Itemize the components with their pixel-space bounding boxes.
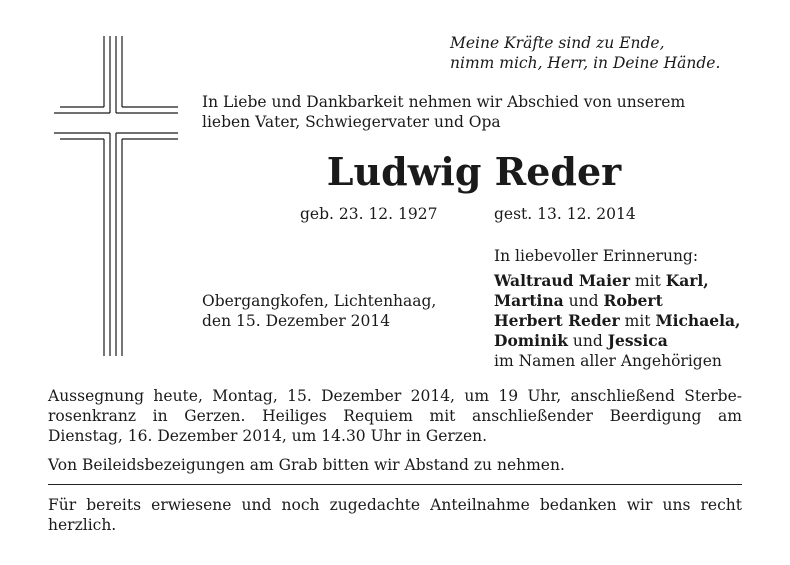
deceased-name: Ludwig Reder bbox=[326, 149, 622, 194]
thanks-line-2: herzlich. bbox=[48, 516, 117, 534]
family-line-2 bbox=[494, 291, 740, 311]
family-joiner: und bbox=[563, 292, 604, 310]
family-name: Robert bbox=[603, 291, 663, 310]
birth-date: geb. 23. 12. 1927 bbox=[300, 205, 438, 223]
place-line-1: Obergangkofen, Lichtenhaag, bbox=[202, 292, 437, 310]
verse bbox=[450, 33, 720, 73]
place-date bbox=[202, 291, 436, 331]
family-closing: im Namen aller Angehörigen bbox=[494, 352, 722, 370]
family-list bbox=[494, 271, 740, 371]
thanks-text bbox=[48, 495, 742, 535]
family-line-3 bbox=[494, 311, 740, 331]
verse-line-1: Meine Kräfte sind zu Ende, bbox=[450, 34, 665, 52]
family-line-1 bbox=[494, 271, 740, 291]
divider bbox=[48, 484, 742, 485]
family-name: Jessica bbox=[607, 331, 668, 350]
family-joiner: mit bbox=[619, 312, 656, 330]
family-name: Waltraud Maier bbox=[494, 271, 630, 290]
death-date: gest. 13. 12. 2014 bbox=[494, 205, 636, 223]
intro-line-1: In Liebe und Dankbarkeit nehmen wir Abschied von unserem bbox=[202, 93, 686, 111]
verse-line-2: nimm mich, Herr, in Deine Hände. bbox=[450, 54, 721, 72]
intro-text bbox=[202, 92, 685, 132]
family-name: Michaela, bbox=[655, 311, 741, 330]
family-joiner: mit bbox=[629, 272, 666, 290]
family-name: Dominik bbox=[494, 331, 568, 350]
thanks-line-1: Für bereits erwiesene und noch zugedachte Anteilnahme bedanken wir uns recht bbox=[48, 496, 742, 514]
service-details bbox=[48, 386, 742, 446]
family-name: Herbert Reder bbox=[494, 311, 620, 330]
service-line-1: Aussegnung heute, Montag, 15. Dezember 2014, um 19 Uhr, anschließend Sterbe- bbox=[48, 387, 742, 405]
condolence-note: Von Beileidsbezeigungen am Grab bitten wir Abstand zu nehmen. bbox=[48, 456, 565, 474]
family-name: Karl, bbox=[665, 271, 709, 290]
place-line-2: den 15. Dezember 2014 bbox=[202, 312, 391, 330]
service-line-2: rosenkranz in Gerzen. Heiliges Requiem mit anschließender Beerdigung am bbox=[48, 407, 742, 425]
service-line-3: Dienstag, 16. Dezember 2014, um 14.30 Uhr in Gerzen. bbox=[48, 427, 488, 445]
intro-line-2: lieben Vater, Schwiegervater und Opa bbox=[202, 113, 501, 131]
family-line-4 bbox=[494, 331, 740, 351]
family-name: Martina bbox=[494, 291, 564, 310]
memory-heading: In liebevoller Erinnerung: bbox=[494, 247, 699, 265]
family-joiner: und bbox=[567, 332, 608, 350]
